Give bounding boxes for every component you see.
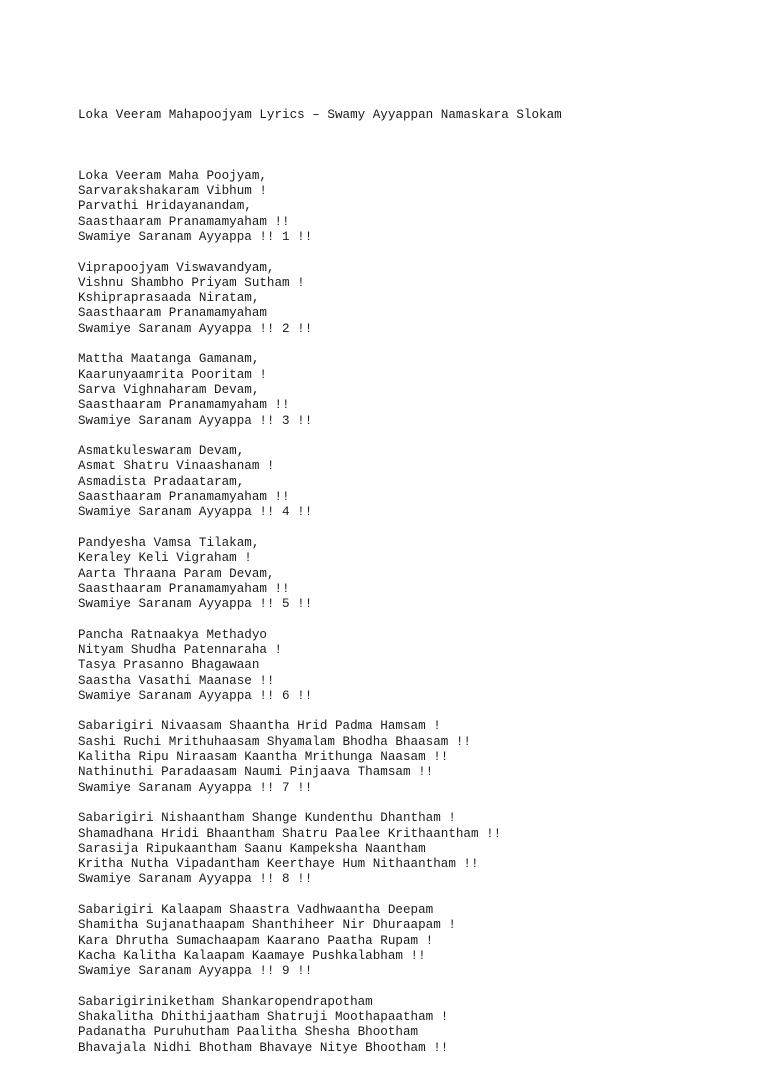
lyric-line: Swamiye Saranam Ayyappa !! 4 !! <box>78 505 313 520</box>
lyric-line: Sabarigiriniketham Shankaropendrapotham <box>78 994 373 1009</box>
lyric-line: Pandyesha Vamsa Tilakam, <box>78 535 260 550</box>
lyric-line: Saasthaaram Pranamamyaham !! <box>78 214 290 229</box>
lyric-line: Kaarunyaamrita Pooritam ! <box>78 367 267 382</box>
lyric-line: Swamiye Saranam Ayyappa !! 5 !! <box>78 597 313 612</box>
lyric-line: Keraley Keli Vigraham ! <box>78 551 252 566</box>
lyric-line: Kara Dhrutha Sumachaapam Kaarano Paatha Rupam ! <box>78 933 434 948</box>
stanza <box>78 903 748 979</box>
lyric-line: Kalitha Ripu Niraasam Kaantha Mrithunga Naasam !! <box>78 750 449 765</box>
lyric-line: Vishnu Shambho Priyam Sutham ! <box>78 275 305 290</box>
lyric-line: Saasthaaram Pranamamyaham <box>78 306 267 321</box>
stanza <box>78 628 748 704</box>
lyrics-body <box>78 169 748 1056</box>
lyric-line: Swamiye Saranam Ayyappa !! 8 !! <box>78 872 313 887</box>
lyric-line: Swamiye Saranam Ayyappa !! 3 !! <box>78 413 313 428</box>
lyric-line: Sarasija Ripukaantham Saanu Kampeksha Naantham <box>78 841 426 856</box>
lyric-line: Nathinuthi Paradaasam Naumi Pinjaava Thamsam !! <box>78 765 434 780</box>
document-title: Loka Veeram Mahapoojyam Lyrics – Swamy Ayyappan Namaskara Slokam <box>78 107 562 122</box>
lyric-line: Saasthaaram Pranamamyaham !! <box>78 398 290 413</box>
lyric-line: Swamiye Saranam Ayyappa !! 2 !! <box>78 321 313 336</box>
stanza <box>78 719 748 795</box>
stanza <box>78 536 748 612</box>
lyric-line: Kacha Kalitha Kalaapam Kaamaye Pushkalabham !! <box>78 948 426 963</box>
lyric-line: Kshipraprasaada Niratam, <box>78 291 260 306</box>
lyric-line: Tasya Prasanno Bhagawaan <box>78 658 260 673</box>
stanza <box>78 169 748 245</box>
lyric-line: Saasthaaram Pranamamyaham !! <box>78 581 290 596</box>
lyric-line: Sarva Vighnaharam Devam, <box>78 382 260 397</box>
lyric-line: Parvathi Hridayanandam, <box>78 199 252 214</box>
lyric-line: Asmatkuleswaram Devam, <box>78 444 245 459</box>
lyric-line: Aarta Thraana Param Devam, <box>78 566 275 581</box>
lyric-line: Padanatha Puruhutham Paalitha Shesha Bhootham <box>78 1025 419 1040</box>
lyric-line: Mattha Maatanga Gamanam, <box>78 352 260 367</box>
lyric-line: Shakalitha Dhithijaatham Shatruji Moothapaatham ! <box>78 1010 449 1025</box>
lyric-line: Swamiye Saranam Ayyappa !! 9 !! <box>78 964 313 979</box>
lyric-line: Shamitha Sujanathaapam Shanthiheer Nir Dhuraapam ! <box>78 918 456 933</box>
stanza <box>78 811 748 887</box>
lyric-line: Asmadista Pradaataram, <box>78 474 245 489</box>
lyric-line: Shamadhana Hridi Bhaantham Shatru Paalee Krithaantham !! <box>78 826 502 841</box>
lyric-line: Swamiye Saranam Ayyappa !! 7 !! <box>78 780 313 795</box>
lyric-line: Saastha Vasathi Maanase !! <box>78 673 275 688</box>
stanza <box>78 261 748 337</box>
document-page <box>78 77 748 1087</box>
lyric-line: Kritha Nutha Vipadantham Keerthaye Hum Nithaantham !! <box>78 857 479 872</box>
lyric-line: Pancha Ratnaakya Methadyo <box>78 627 267 642</box>
lyric-line: Viprapoojyam Viswavandyam, <box>78 260 275 275</box>
lyric-line: Asmat Shatru Vinaashanam ! <box>78 459 275 474</box>
lyric-line: Saasthaaram Pranamamyaham !! <box>78 490 290 505</box>
lyric-line: Swamiye Saranam Ayyappa !! 1 !! <box>78 229 313 244</box>
lyric-line: Nityam Shudha Patennaraha ! <box>78 642 283 657</box>
lyric-line: Sashi Ruchi Mrithuhaasam Shyamalam Bhodha Bhaasam !! <box>78 734 471 749</box>
lyric-line: Sarvarakshakaram Vibhum ! <box>78 184 267 199</box>
stanza <box>78 352 748 428</box>
lyric-line: Swamiye Saranam Ayyappa !! 6 !! <box>78 688 313 703</box>
stanza <box>78 995 748 1056</box>
stanza <box>78 444 748 520</box>
lyric-line: Loka Veeram Maha Poojyam, <box>78 168 267 183</box>
lyric-line: Sabarigiri Nishaantham Shange Kundenthu Dhantham ! <box>78 811 456 826</box>
lyric-line: Sabarigiri Kalaapam Shaastra Vadhwaantha Deepam <box>78 903 434 918</box>
lyric-line: Bhavajala Nidhi Bhotham Bhavaye Nitye Bhootham !! <box>78 1040 449 1055</box>
lyric-line: Sabarigiri Nivaasam Shaantha Hrid Padma Hamsam ! <box>78 719 441 734</box>
